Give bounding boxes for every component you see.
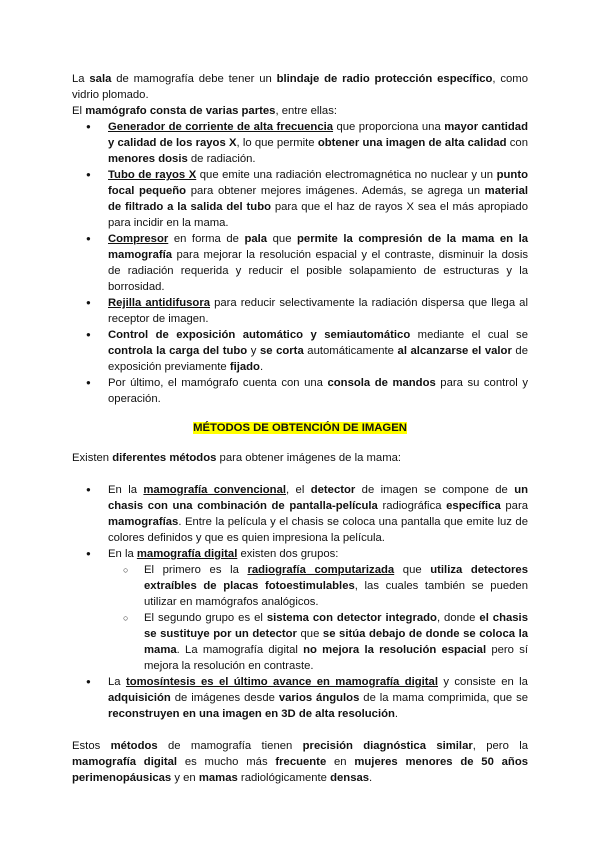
part-name: Generador de corriente de alta frecuencia [108, 121, 334, 133]
bold-run: utiliza detectores extraíbles de placas fotoestimulables [144, 564, 528, 592]
bold-run: se corta [259, 345, 304, 357]
sublist-item-integrado [108, 610, 528, 674]
list-item-generador [72, 119, 528, 167]
text-run: Por último, el mamógrafo cuenta con una [108, 377, 328, 389]
text-run: , el [286, 484, 311, 496]
text-run: , las cuales también se pueden utilizar en mamógrafos analógicos. [144, 580, 528, 608]
text-run: que proporciona una [333, 121, 445, 133]
text-run: de radiación. [187, 153, 256, 165]
text-run: para obtener imágenes de la mama: [216, 452, 402, 464]
text-run: , entre ellas: [275, 105, 337, 117]
text-run: . La mamografía digital [176, 644, 304, 656]
text-run: pero sí mejora la resolución en contraste. [144, 644, 528, 672]
text-run: para [500, 500, 529, 512]
text-run: radiográfica [377, 500, 447, 512]
text-run: La [72, 73, 90, 85]
text-run: , lo que permite [236, 137, 318, 149]
text-run: en forma de [168, 233, 245, 245]
text-run: radiológicamente [237, 772, 331, 784]
text-run: para reducir selectivamente la radiación dispersa que llega al receptor de imagen. [108, 297, 528, 325]
text-run: En la [108, 548, 137, 560]
list-item-conventional [72, 482, 528, 546]
text-run: de mamografía debe tener un [111, 73, 277, 85]
bold-run: obtener una imagen de alta calidad [317, 137, 507, 149]
bold-run: específica [446, 500, 501, 512]
bold-run: sala [89, 73, 112, 85]
text-run: automáticamente [303, 345, 398, 357]
bold-run: mamografía digital [72, 756, 178, 768]
list-item-tubo [72, 167, 528, 231]
text-run: El primero es la [144, 564, 248, 576]
text-run: que emite una radiación electromagnética no nuclear y un [196, 169, 497, 181]
text-run: . [259, 361, 264, 373]
text-run: , como vidrio plomado. [72, 73, 528, 101]
text-run: de exposición previamente [108, 345, 528, 373]
part-name: Compresor [108, 233, 169, 245]
part-name: Tubo de rayos X [108, 169, 197, 181]
underlined-term: tomosíntesis es el último avance en mamografía digital [125, 676, 438, 688]
bold-run: se sitúa debajo de donde se coloca la mama [144, 628, 528, 656]
bold-run: fijado [229, 361, 260, 373]
underlined-term: mamografía convencional [143, 484, 287, 496]
text-run: , pero la [472, 740, 528, 752]
bold-run: un chasis con una combinación de pantalla-película [108, 484, 529, 512]
bold-run: varios ángulos [278, 692, 360, 704]
text-run: de imágenes desde [170, 692, 279, 704]
parts-list [72, 119, 528, 407]
bold-run: al alcanzarse el valor [397, 345, 512, 357]
text-run: para mejorar la resolución espacial y el contraste, disminuir la dosis de radiación requerida y reducir el posible solapamiento de estructuras y la borrosidad. [108, 249, 528, 293]
text-run: , donde [436, 612, 480, 624]
list-item-rejilla [72, 295, 528, 327]
bold-run: consola de mandos [327, 377, 436, 389]
text-run: mediante el cual se [410, 329, 528, 341]
text-run: para su control y operación. [108, 377, 528, 405]
bold-run: controla la carga del tubo [108, 345, 248, 357]
list-item-tomosintesis [72, 674, 528, 722]
bold-run: precisión diagnóstica similar [302, 740, 473, 752]
spacer [72, 722, 528, 738]
bold-run: detector [310, 484, 356, 496]
bold-run: reconstruyen en una imagen en 3D de alta resolución [108, 708, 395, 720]
bold-run: adquisición [108, 692, 171, 704]
closing-paragraph [72, 738, 528, 786]
text-run: . [394, 708, 399, 720]
text-run: que [267, 233, 298, 245]
bold-run: mamografías [108, 516, 179, 528]
list-item-control [72, 327, 528, 375]
bold-run: sistema con detector integrado [266, 612, 437, 624]
text-run: para obtener mejores imágenes. Además, se agrega un [186, 185, 485, 197]
bold-run: mayor cantidad y calidad de los rayos X [108, 121, 528, 149]
bold-run: diferentes métodos [112, 452, 217, 464]
methods-list [72, 482, 528, 722]
text-run: y consiste en la [437, 676, 528, 688]
text-run: de mamografía tienen [157, 740, 303, 752]
intro-paragraph-parts [72, 103, 528, 119]
list-item-consola [72, 375, 528, 407]
text-run: Estos [72, 740, 111, 752]
text-run: que [296, 628, 323, 640]
bold-run: permite la compresión de la mama en la mamografía [108, 233, 528, 261]
text-run: El [72, 105, 86, 117]
text-run: para que el haz de rayos X sea el más apropiado para incidir en la mama. [108, 201, 528, 229]
text-run: existen dos grupos: [237, 548, 339, 560]
text-run: El segundo grupo es el [144, 612, 267, 624]
intro-paragraph-sala [72, 71, 528, 103]
bold-run: mamógrafo consta de varias partes [85, 105, 276, 117]
bold-run: material de filtrado a la salida del tubo [108, 185, 528, 213]
methods-intro-paragraph [72, 450, 528, 466]
text-run: y en [171, 772, 199, 784]
bold-run: el chasis se sustituye por un detector [144, 612, 528, 640]
sublist-item-computarizada [108, 562, 528, 610]
spacer [72, 466, 528, 482]
underlined-term: mamografía digital [136, 548, 238, 560]
highlighted-heading-text: MÉTODOS DE OBTENCIÓN DE IMAGEN [193, 422, 407, 434]
text-run: . [369, 772, 373, 784]
list-item-compresor [72, 231, 528, 295]
bold-run: no mejora la resolución espacial [303, 644, 487, 656]
text-run: con [506, 137, 528, 149]
digital-sublist [108, 562, 528, 674]
bold-run: mujeres menores de 50 años perimenopáusicas [72, 756, 529, 784]
list-item-digital [72, 546, 528, 674]
bold-run: frecuente [275, 756, 327, 768]
underlined-term: radiografía computarizada [247, 564, 395, 576]
text-run: En la [108, 484, 144, 496]
part-name: Rejilla antidifusora [108, 297, 210, 309]
part-name: Control de exposición automático y semiautomático [108, 329, 411, 341]
bold-run: métodos [110, 740, 158, 752]
text-run: La [108, 676, 126, 688]
text-run: que [394, 564, 431, 576]
text-run: y [247, 345, 260, 357]
text-run: es mucho más [177, 756, 276, 768]
text-run: Existen [72, 452, 113, 464]
bold-run: mamas [198, 772, 238, 784]
bold-run: pala [244, 233, 268, 245]
bold-run: punto focal pequeño [108, 169, 528, 197]
text-run: en [326, 756, 355, 768]
bold-run: menores dosis [108, 153, 188, 165]
bold-run: blindaje de radio protección específico [276, 73, 493, 85]
section-heading [72, 420, 528, 436]
text-run: . Entre la película y el chasis se coloca una pantalla que emite luz de colores definidos y que es quien impresiona la película. [108, 516, 528, 544]
text-run: de imagen se compone de [355, 484, 515, 496]
text-run: de la mama comprimida, que se [359, 692, 528, 704]
bold-run: densas [330, 772, 370, 784]
